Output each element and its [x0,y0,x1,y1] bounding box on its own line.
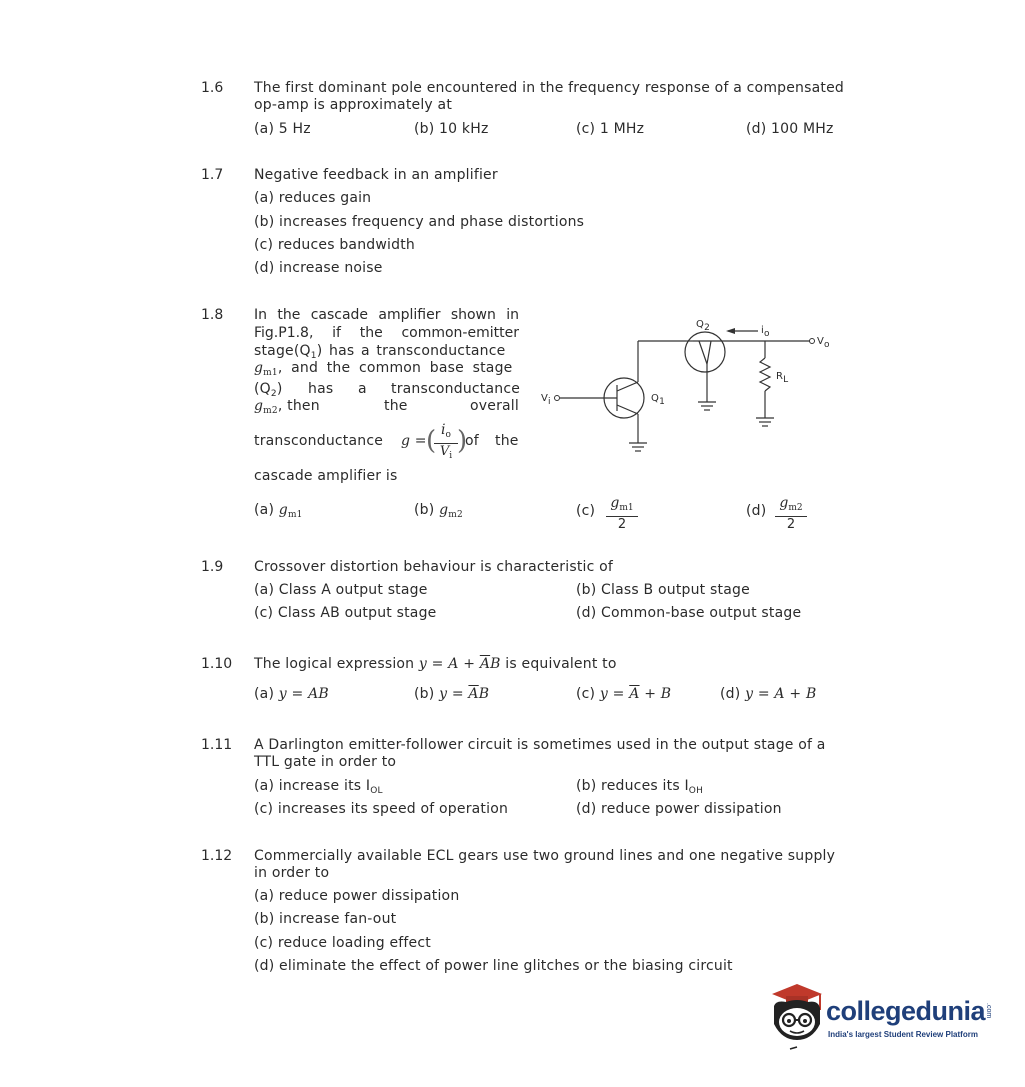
option-label: (b) [414,686,435,702]
option-label: (c) [576,686,596,702]
denominator: 2 [786,517,796,532]
text: (Q [254,381,271,397]
question-stem [254,656,617,673]
option-b: (b) increases frequency and phase distortions [254,214,585,230]
word: cascade [310,307,369,323]
math-symbol: y [418,656,428,672]
question-number: 1.8 [201,307,224,323]
option-a: (a) 5 Hz [254,121,311,137]
question-stem: Crossover distortion behaviour is characteristic of [254,559,614,575]
word: has [308,381,334,397]
option-label: (a) [254,686,275,702]
question-number: 1.12 [201,848,233,864]
option-a [254,502,303,524]
option-d: (d) eliminate the effect of power line glitches or the biasing circuit [254,958,733,974]
option-c: (c) Class AB output stage [254,605,437,621]
option-b [414,686,489,703]
option-label: (d) [720,686,741,702]
math-expr: y = AB [278,686,329,702]
option-d: (d) Common-base output stage [576,605,802,621]
question-stem-line [254,360,512,382]
option-c: (c) reduce loading effect [254,935,431,951]
text: ) [276,381,283,397]
math-expr: B [478,686,490,702]
question-stem-line [254,325,519,342]
option-a: (a) reduce power dissipation [254,888,460,904]
option-b [576,778,703,800]
subscript: m1 [263,368,278,378]
subscript: i [449,451,453,461]
option-d-fraction [775,496,807,532]
math-symbol: $\overline{A}$ [479,656,491,672]
math-expr: y = [599,686,630,702]
option-label: (a) [254,502,275,518]
transistor-q2 [685,332,725,372]
math-symbol: g [439,502,449,518]
subscript: o [445,430,451,440]
fraction-io-vi [434,423,458,464]
subscript: m1 [287,510,303,520]
math-symbol: g [254,398,264,414]
numerator: g [610,495,620,511]
brand-tagline: India's largest Student Review Platform [828,1030,978,1039]
label-vi: Vi [541,393,551,407]
brand-name: collegedunia [826,996,986,1026]
subscript: OL [370,786,383,796]
word: a [358,381,367,397]
option-d [720,686,816,703]
denominator: 2 [617,517,627,532]
subscript: 1 [310,351,317,361]
text: , and the common base stage [277,360,513,376]
resistor-rl [760,358,770,391]
word: in [506,307,519,323]
subscript: m2 [448,510,463,520]
word: the [359,325,383,341]
option-a: (a) Class A output stage [254,582,428,598]
subscript: m1 [619,503,634,513]
word: transconductance [391,381,521,397]
option-c [576,686,671,703]
math-symbol: B [490,656,501,672]
label-q1: Q1 [651,393,666,407]
math-expr: + B [639,686,672,702]
subscript: 2 [270,389,277,399]
question-stem: op-amp is approximately at [254,97,453,113]
option-c: (c) reduces bandwidth [254,237,415,253]
question-stem: A Darlington emitter-follower circuit is sometimes used in the output stage of a [254,737,826,753]
option-b [414,502,463,524]
question-number: 1.6 [201,80,224,96]
question-stem: Commercially available ECL gears use two ground lines and one negative supply [254,848,836,864]
question-stem: Negative feedback in an amplifier [254,167,498,183]
question-number: 1.10 [201,656,233,672]
denominator: V [439,444,450,459]
text: The logical expression [254,656,415,672]
option-b: (b) increase fan-out [254,911,397,927]
brand-suffix: .com [985,1003,992,1019]
option-b: (b) Class B output stage [576,582,750,598]
word: common-emitter [401,325,519,341]
question-stem: in order to [254,865,330,881]
word: the [495,433,519,449]
subscript: m2 [263,406,278,416]
word: Fig.P1.8, [254,325,314,341]
option-b: (b) 10 kHz [414,121,489,137]
left-paren: ( [426,426,437,456]
transistor-q1 [604,378,644,418]
label-rl: RL [776,371,789,385]
label-io: io [761,325,770,339]
option-d: (d) increase noise [254,260,383,276]
question-stem-line [254,398,320,420]
math-symbol: = A + [427,656,480,672]
text: (b) reduces its I [576,778,689,794]
word: overall [470,398,519,414]
word: if [332,325,341,341]
label-vo: Vo [817,336,830,350]
right-paren: ) [457,426,468,456]
math-symbol: g [278,502,288,518]
question-number: 1.7 [201,167,224,183]
option-a [254,686,329,703]
text: (a) increase its I [254,778,371,794]
question-stem-line: cascade amplifier is [254,468,398,484]
text: stage(Q [254,343,311,359]
word: of [465,433,479,449]
math-expr: $\overline{A}$ [629,686,640,702]
subscript: OH [688,786,704,796]
math-symbol: g [254,360,264,376]
question-stem: TTL gate in order to [254,754,397,770]
option-a [254,778,383,800]
text: ) has a transconductance [316,343,506,359]
option-c: (c) increases its speed of operation [254,801,509,817]
word: shown [450,307,496,323]
word: the [384,398,408,414]
question-stem: The first dominant pole encountered in the frequency response of a compensated [254,80,844,96]
option-c: (c) 1 MHz [576,121,645,137]
label-q2: Q2 [696,319,711,333]
numerator: g [779,495,789,511]
option-d: (d) reduce power dissipation [576,801,782,817]
word: amplifier [378,307,441,323]
subscript: m2 [788,503,803,513]
word: transconductance [254,433,384,449]
math-expr: y = [439,686,469,702]
text: is equivalent to [505,656,617,672]
text: , then [277,398,320,414]
word: In [254,307,268,323]
question-stem-line [254,307,519,324]
math-expr: $\overline{A}$ [468,686,479,702]
option-d-label: (d) [746,503,767,519]
question-number: 1.11 [201,737,233,753]
option-d: (d) 100 MHz [746,121,834,137]
question-number: 1.9 [201,559,224,575]
word: the [277,307,301,323]
numerator: i [441,422,446,438]
math-expr: y = A + B [745,686,817,702]
math-symbol: g = [401,433,427,449]
option-c-fraction [606,496,638,532]
option-label: (b) [414,502,435,518]
option-c-label: (c) [576,503,596,519]
option-a: (a) reduces gain [254,190,372,206]
